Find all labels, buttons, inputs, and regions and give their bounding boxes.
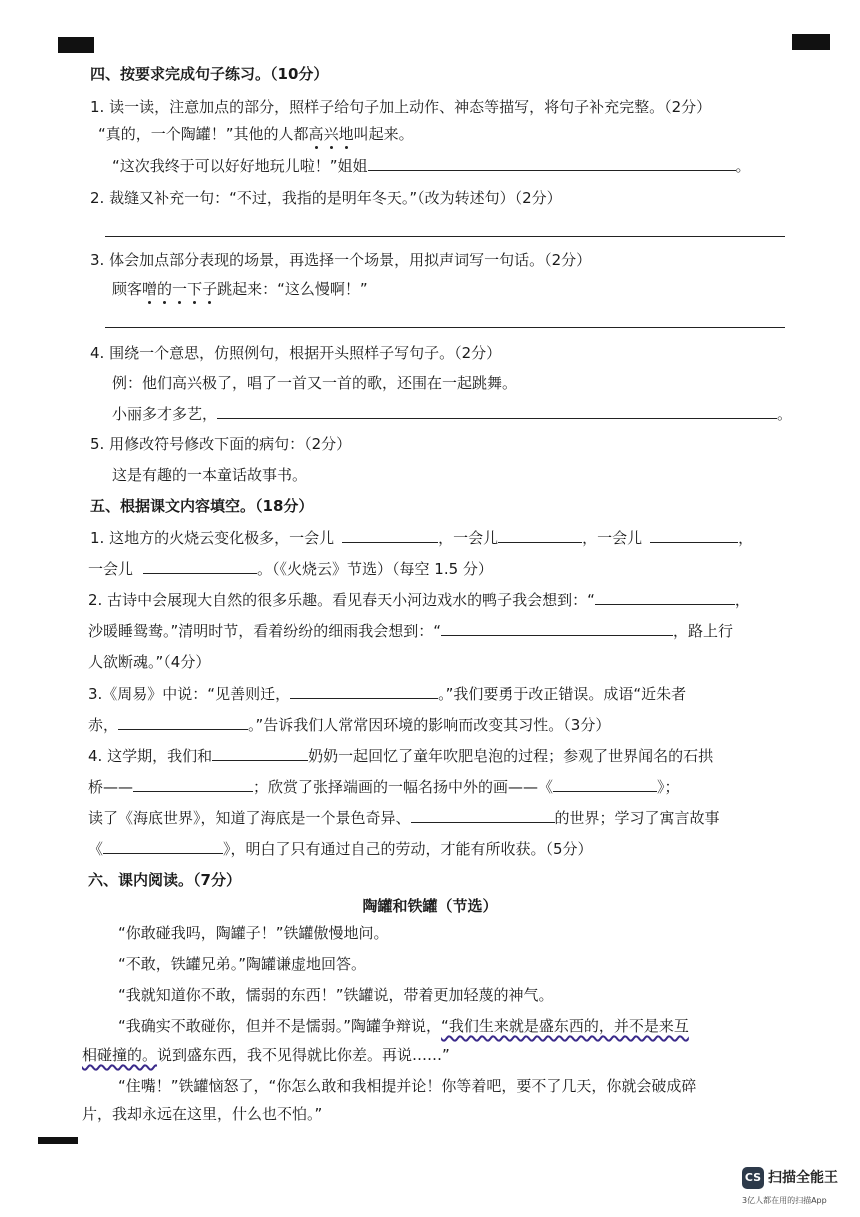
dotted-char: 高 [308,125,324,143]
answer-blank[interactable] [212,746,308,761]
answer-blank[interactable] [595,590,735,605]
q5-2-line1 [88,590,750,610]
scanner-logo-icon: CS [742,1167,764,1189]
corner-mark-top-left [58,37,94,53]
q5-2-text-a: 2. 古诗中会展现大自然的很多乐趣。看见春天小河边戏水的鸭子我会想到：“ [88,591,595,609]
q5-1-text-a: 1. 这地方的火烧云变化极多，一会儿 [90,529,335,547]
answer-blank[interactable] [411,808,555,823]
q5-1-text-c: ，一会儿 [582,529,643,547]
q5-4-text-a: 4. 这学期，我们和 [88,747,213,765]
q4-3-example-pre: 顾客 [112,280,143,298]
q4-4-fill [112,404,792,424]
q4-1-example-pre: “真的，一个陶罐！”其他的人都 [98,125,309,143]
answer-blank[interactable] [143,559,257,574]
answer-blank[interactable] [133,777,253,792]
answer-line-q4-3[interactable] [105,327,785,328]
q5-4-text-c: 桥—— [88,778,134,796]
q4-1-prompt: 1. 读一读，注意加点的部分，照样子给句子加上动作、神态等描写，将句子补充完整。（2分） [90,98,712,116]
dotted-char: 地 [338,125,354,143]
q5-4-text-f: 读了《海底世界》，知道了海底是一个景色奇异、 [88,809,411,827]
section-6-heading: 六、课内阅读。（7分） [88,871,241,889]
passage-paragraph-4-line2 [82,1045,450,1065]
q5-4-text-e: 》； [657,778,680,796]
q5-3-text-b: 。”我们要勇于改正错误。成语“近朱者 [438,685,687,703]
q5-2-line3: 人欲断魂。”（4分） [88,653,211,671]
dotted-char: 的 [157,280,173,298]
corner-mark-top-right [792,34,830,50]
section-4-heading: 四、按要求完成句子练习。（10分） [90,65,329,83]
q5-2-line2 [88,621,733,641]
q4-3-prompt: 3. 体会加点部分表现的场景，再选择一个场景，用拟声词写一句话。（2分） [90,251,592,269]
passage-paragraph-2: “不敢，铁罐兄弟。”陶罐谦虚地回答。 [118,955,367,973]
q5-1-line2 [88,559,493,579]
q4-1-example-post: 叫起来。 [353,125,414,143]
q5-3-line2 [88,715,610,735]
q5-4-line4 [88,839,593,859]
q4-4-prompt: 4. 围绕一个意思，仿照例句，根据开头照样子写句子。（2分） [90,344,502,362]
answer-blank[interactable] [342,528,438,543]
passage-paragraph-5-line1: “住嘴！”铁罐恼怒了，“你怎么敢和我相提并论！你等着吧，要不了几天，你就会破成碎 [118,1077,697,1095]
q5-4-text-g: 的世界；学习了寓言故事 [554,809,720,827]
q5-1-line1 [90,528,753,548]
q4-2-prompt: 2. 裁缝又补充一句：“不过，我指的是明年冬天。”（改为转述句）（2分） [90,189,562,207]
answer-blank[interactable] [103,839,223,854]
q5-1-text-b: ，一会儿 [438,529,499,547]
q5-1-text-d: ， [738,529,754,547]
q4-1-fill-pre: “这次我终于可以好好地玩儿啦！”姐姐 [112,157,368,175]
scanner-tagline: 3亿人都在用的扫描App [742,1196,827,1205]
answer-blank[interactable] [290,684,438,699]
wavy-underlined-text: 相碰撞的。 [82,1046,158,1064]
passage-paragraph-5-line2: 片，我却永远在这里，什么也不怕。” [82,1105,323,1123]
q5-4-text-b: 奶奶一起回忆了童年吹肥皂泡的过程；参观了世界闻名的石拱 [308,747,714,765]
wavy-underlined-text: “我们生来就是盛东西的，并不是来互 [441,1017,689,1035]
q4-3-example-post: 跳起来：“这么慢啊！” [217,280,368,298]
scanner-app-name: 扫描全能王 [768,1170,838,1186]
q5-1-text-e: 一会儿 [88,560,134,578]
q5-3-text-d: 。”告诉我们人常常因环境的影响而改变其习性。（3分） [248,716,611,734]
answer-blank[interactable] [118,715,248,730]
q4-1-fill-end: 。 [735,157,751,175]
corner-mark-bottom-left [38,1137,78,1144]
q5-3-line1 [88,684,686,704]
dotted-char: 噌 [142,280,158,298]
answer-blank[interactable] [498,528,582,543]
q4-4-fill-end: 。 [777,405,793,423]
q4-1-fill [112,156,751,176]
answer-blank[interactable] [650,528,738,543]
passage-title: 陶罐和铁罐（节选） [362,897,498,915]
q5-2-text-c: 沙暖睡鸳鸯。”清明时节，看着纷纷的细雨我会想到：“ [88,622,442,640]
answer-blank[interactable] [368,156,736,171]
passage-paragraph-3: “我就知道你不敢，懦弱的东西！”铁罐说，带着更加轻蔑的神气。 [118,986,554,1004]
dotted-char: 子 [202,280,218,298]
q5-2-text-b: ， [734,591,750,609]
dotted-char: 下 [187,280,203,298]
answer-blank[interactable] [553,777,657,792]
q5-4-line1 [88,746,713,766]
q5-3-text-c: 赤， [88,716,119,734]
q5-4-text-d: ；欣赏了张择端画的一幅名扬中外的画——《 [253,778,554,796]
q4-4-example: 例：他们高兴极了，唱了一首又一首的歌，还围在一起跳舞。 [112,374,518,392]
q5-1-text-f: 。（《火烧云》节选）（每空 1.5 分） [257,560,493,578]
q5-4-text-h: 《 [88,840,104,858]
dotted-char: 一 [172,280,188,298]
answer-line-q4-2[interactable] [105,236,785,237]
q4-1-example [98,124,414,144]
q4-5-sentence: 这是有趣的一本童话故事书。 [112,466,308,484]
passage-paragraph-1: “你敢碰我吗，陶罐子！”铁罐傲慢地问。 [118,924,389,942]
answer-blank[interactable] [217,404,777,419]
q5-2-text-d: ，路上行 [673,622,734,640]
passage-paragraph-4-line1 [118,1016,689,1036]
dotted-char: 兴 [323,125,339,143]
q4-4-fill-pre: 小丽多才多艺， [112,405,218,423]
q5-4-line2 [88,777,680,797]
q4-3-example [112,279,368,299]
answer-blank[interactable] [441,621,673,636]
q5-3-text-a: 3.《周易》中说：“见善则迁， [88,685,291,703]
q4-5-prompt: 5. 用修改符号修改下面的病句：（2分） [90,435,352,453]
section-5-heading: 五、根据课文内容填空。（18分） [90,497,314,515]
q5-4-line3 [88,808,720,828]
passage-p4-text: “我确实不敢碰你，但并不是懦弱。”陶罐争辩说， [118,1017,442,1035]
passage-p4-text-rest: 说到盛东西，我不见得就比你差。再说……” [157,1046,450,1064]
q5-4-text-i: 》，明白了只有通过自己的劳动，才能有所收获。（5分） [223,840,593,858]
